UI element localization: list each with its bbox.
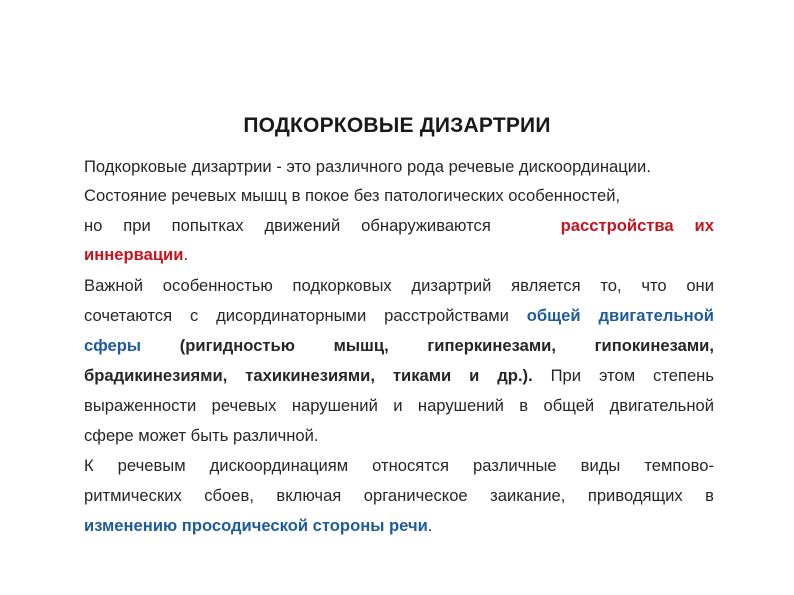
text-segment: Состояние речевых мышц в покое без патологических особенностей, bbox=[84, 186, 621, 205]
text-line bbox=[84, 216, 714, 236]
bold-text: брадикинезиями, тахикинезиями, тиками и др.). bbox=[84, 366, 533, 385]
text-line bbox=[84, 336, 714, 356]
text-segment: К речевым дискоординациям относятся различные виды темпово- bbox=[84, 456, 714, 475]
text-line bbox=[84, 516, 432, 536]
text-line bbox=[84, 157, 651, 177]
text-segment: Важной особенностью подкорковых дизартрий является то, что они bbox=[84, 276, 714, 295]
text-line bbox=[84, 366, 714, 386]
text-segment: . bbox=[427, 516, 433, 535]
highlight-blue: сферы bbox=[84, 336, 142, 355]
text-line bbox=[84, 306, 714, 326]
text-segment: Подкорковые дизартрии - это различного рода речевые дискоординации. bbox=[84, 157, 651, 176]
text-segment: . bbox=[183, 245, 189, 264]
text-line bbox=[84, 396, 714, 416]
highlight-blue: общей двигательной bbox=[526, 306, 714, 325]
bold-text: (ригидностью мышц, гиперкинезами, гипокинезами, bbox=[179, 336, 714, 355]
text-segment: При этом степень bbox=[550, 366, 714, 385]
text-segment: выраженности речевых нарушений и нарушений в общей двигательной bbox=[84, 396, 714, 415]
highlight-blue: изменению просодической стороны речи bbox=[84, 516, 428, 535]
highlight-red: иннервации bbox=[84, 245, 184, 264]
text-line bbox=[84, 276, 714, 296]
text-segment: сочетаются с дисординаторными расстройствами bbox=[84, 306, 509, 325]
text-line bbox=[84, 426, 319, 446]
text-segment: ритмических сбоев, включая органическое заикание, приводящих в bbox=[84, 486, 714, 505]
text-line bbox=[84, 456, 714, 476]
text-segment: но при попытках движений обнаруживаются bbox=[84, 216, 491, 235]
highlight-red: расстройства их bbox=[560, 216, 714, 235]
slide-title: ПОДКОРКОВЫЕ ДИЗАРТРИИ bbox=[243, 114, 551, 137]
text-segment: сфере может быть различной. bbox=[84, 426, 319, 445]
text-line bbox=[84, 186, 620, 206]
text-line bbox=[84, 486, 714, 506]
text-line bbox=[84, 245, 188, 265]
